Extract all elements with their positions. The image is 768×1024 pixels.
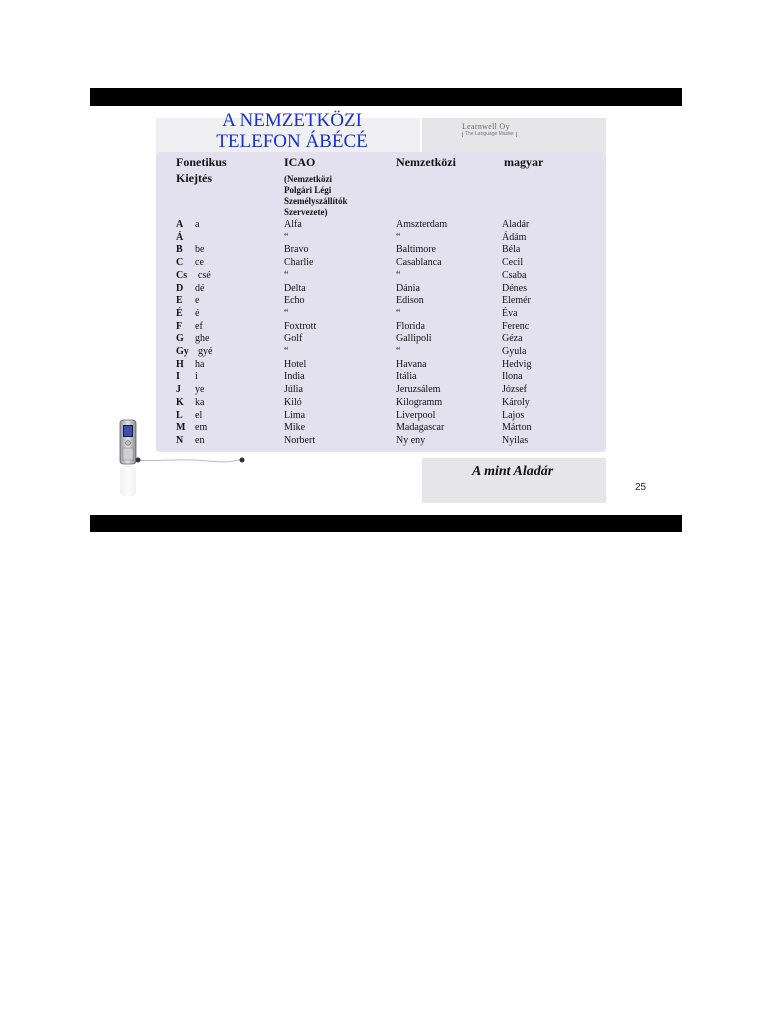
cell-phonetic: ghe (195, 333, 210, 345)
cell-icao: Kiló (284, 396, 302, 408)
cell-phonetic: ye (195, 384, 205, 396)
cell-international: Edison (396, 295, 424, 307)
cell-international: Liverpool (396, 409, 436, 421)
cell-icao: “ (284, 231, 289, 243)
cell-international: Gallipoli (396, 333, 432, 345)
cell-hungarian: Csaba (502, 269, 527, 281)
cell-icao: Alfa (284, 219, 302, 230)
header-icao-sub-4: Szervezete) (284, 207, 328, 217)
cell-hungarian: Nyilas (502, 434, 529, 446)
cell-phonetic: dé (195, 282, 205, 294)
cell-phonetic: ha (195, 358, 205, 370)
cell-international: Madagascar (396, 422, 445, 434)
cell-letter: G (176, 333, 184, 345)
header-phonetic: Fonetikus (176, 155, 227, 169)
cell-letter: B (176, 244, 183, 256)
cell-phonetic: en (195, 434, 205, 446)
cell-icao: Lima (284, 409, 306, 421)
cell-icao: Echo (284, 295, 305, 307)
cell-hungarian: Károly (502, 396, 530, 408)
cell-international: Itália (396, 371, 417, 383)
header-icao-sub-3: Személyszállítók (284, 196, 348, 206)
cell-international: Florida (396, 320, 425, 332)
cell-icao: Golf (284, 333, 303, 345)
cell-letter: Gy (176, 346, 189, 357)
cell-hungarian: Ilona (502, 371, 523, 383)
header-icao-sub-2: Polgári Légi (284, 185, 332, 195)
cell-international: Baltimore (396, 244, 436, 256)
cell-international: Jeruzsálem (396, 384, 441, 396)
bottom-black-bar (90, 515, 682, 532)
header-icao: ICAO (284, 155, 316, 169)
cell-hungarian: Gyula (502, 346, 527, 357)
cell-phonetic: gyé (198, 346, 213, 357)
cell-hungarian: Márton (502, 422, 532, 434)
header-icao-sub-1: (Nemzetközi (284, 174, 332, 184)
cell-icao: “ (284, 307, 289, 319)
cell-phonetic: a (195, 219, 200, 230)
cell-hungarian: Ádám (502, 231, 527, 243)
cell-letter: M (176, 422, 186, 434)
cell-phonetic: csé (198, 269, 211, 281)
cell-letter: D (176, 282, 184, 294)
cell-hungarian: Elemér (502, 295, 531, 307)
cell-icao: Delta (284, 282, 306, 294)
cell-icao: Norbert (284, 434, 316, 446)
header-international: Nemzetközi (396, 155, 456, 169)
cell-phonetic: ef (195, 320, 203, 332)
cell-international: Casablanca (396, 257, 442, 269)
cell-phonetic: el (195, 409, 203, 421)
cell-phonetic: é (195, 307, 200, 319)
mobile-phone-icon (118, 418, 248, 508)
cell-phonetic: em (195, 422, 208, 434)
cell-hungarian: Hedvig (502, 358, 532, 370)
cell-letter: Cs (176, 269, 188, 281)
header-hungarian: magyar (504, 155, 544, 169)
alphabet-table (156, 152, 606, 452)
cell-icao: Charlie (284, 257, 314, 269)
cell-icao: “ (284, 269, 289, 281)
cell-letter: K (176, 396, 184, 408)
cell-international: “ (396, 269, 401, 281)
cell-hungarian: Ferenc (502, 320, 530, 332)
cell-phonetic: ce (195, 257, 204, 269)
brand-subtitle: The Language Master (462, 132, 517, 137)
cell-letter: C (176, 257, 184, 269)
cell-phonetic: ka (195, 396, 205, 408)
cell-letter: Á (176, 231, 184, 243)
cell-hungarian: Éva (502, 307, 518, 319)
top-black-bar (90, 88, 682, 106)
header-pronunciation: Kiejtés (176, 171, 212, 185)
motto-text: A mint Aladár (472, 464, 554, 479)
page-number: 25 (635, 482, 647, 493)
cell-icao: Foxtrott (284, 320, 317, 332)
cell-phonetic: be (195, 244, 205, 256)
cell-international: Kilogramm (396, 396, 443, 408)
cell-letter: É (176, 307, 183, 319)
cell-icao: Hotel (284, 358, 307, 370)
cell-international: Ny eny (396, 434, 426, 446)
cell-international: Dánia (396, 282, 420, 294)
cell-hungarian: Béla (502, 244, 521, 256)
cell-letter: L (176, 409, 183, 421)
cell-hungarian: Dénes (502, 282, 527, 294)
cell-letter: E (176, 295, 183, 307)
cell-icao: Júlia (284, 384, 303, 396)
cell-icao: Mike (284, 422, 306, 434)
cell-icao: “ (284, 346, 289, 357)
cell-hungarian: Cecil (502, 257, 524, 269)
cell-letter: A (176, 219, 184, 230)
cell-hungarian: Aladár (502, 219, 530, 230)
title-line-1: A NEMZETKÖZI (222, 110, 362, 131)
cell-international: Havana (396, 358, 427, 370)
cell-letter: H (176, 358, 184, 370)
cell-hungarian: Lajos (502, 409, 525, 421)
brand-name: Learnwell Oy (462, 122, 510, 131)
cell-letter: J (176, 384, 181, 396)
cell-international: “ (396, 307, 401, 319)
cell-international: “ (396, 231, 401, 243)
cell-hungarian: Géza (502, 333, 523, 345)
cell-icao: India (284, 371, 305, 383)
slide (90, 88, 682, 532)
cell-international: “ (396, 346, 401, 357)
cell-letter: N (176, 434, 184, 446)
cell-phonetic: i (195, 371, 198, 383)
cell-phonetic: e (195, 295, 200, 307)
cell-international: Amszterdam (396, 219, 448, 230)
cell-hungarian: József (502, 384, 527, 396)
slide-title (172, 110, 412, 152)
cell-letter: I (176, 371, 180, 383)
title-line-2: TELEFON ÁBÉCÉ (216, 131, 368, 152)
cell-letter: F (176, 320, 183, 332)
cell-icao: Bravo (284, 244, 309, 256)
